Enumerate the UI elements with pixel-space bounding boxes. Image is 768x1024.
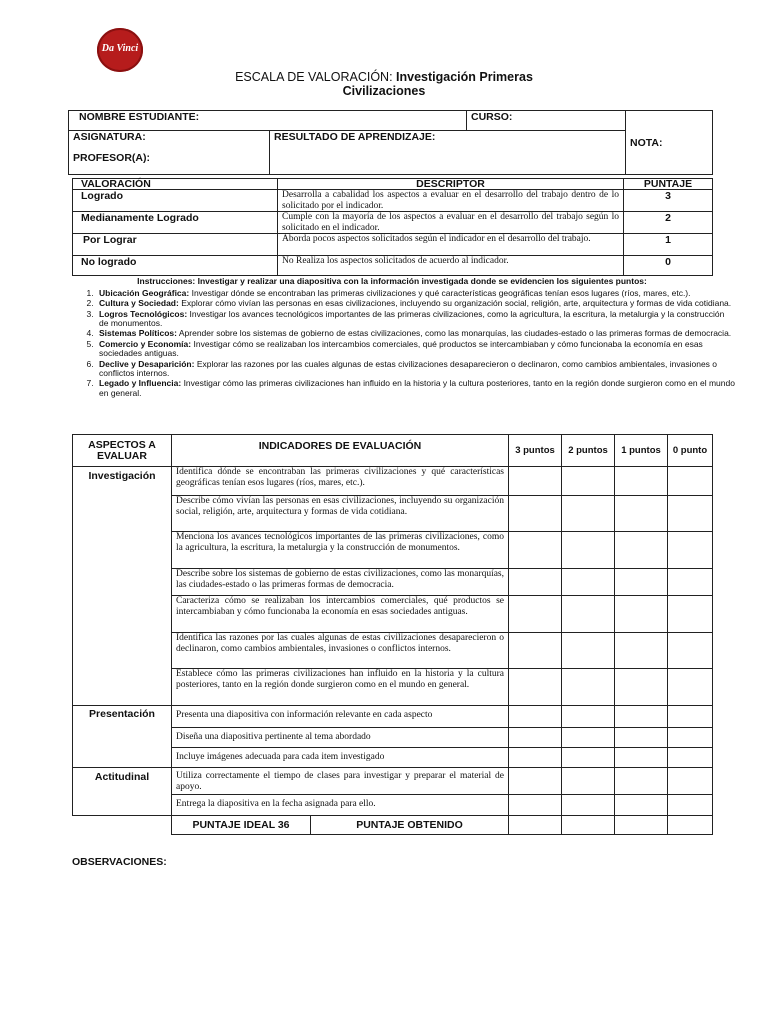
title-rest: Investigación Primeras: [396, 70, 533, 84]
score-cell[interactable]: [509, 795, 562, 816]
nota-label: NOTA:: [626, 111, 713, 175]
score-head-2: 2 puntos: [562, 435, 615, 467]
score-cell[interactable]: [562, 532, 615, 569]
score-cell[interactable]: [668, 795, 713, 816]
level-label: Logrado: [73, 190, 278, 212]
score-cell[interactable]: [562, 496, 615, 532]
score-cell[interactable]: [668, 596, 713, 633]
score-cell[interactable]: [562, 795, 615, 816]
indicator-text: Incluye imágenes adecuada para cada item investigado: [172, 748, 509, 768]
score-cell[interactable]: [668, 532, 713, 569]
score-cell[interactable]: [562, 728, 615, 748]
indicator-text: Presenta una diapositiva con información relevante en cada aspecto: [172, 706, 509, 728]
resultado-label: RESULTADO DE APRENDIZAJE:: [270, 131, 626, 175]
aspect-head: ASPECTOS A EVALUAR: [73, 435, 172, 467]
level-score: 2: [624, 212, 713, 234]
score-cell[interactable]: [509, 669, 562, 706]
indicator-text: Diseña una diapositiva pertinente al tema abordado: [172, 728, 509, 748]
level-descriptor: Aborda pocos aspectos solicitados según el indicador en el desarrollo del trabajo.: [278, 234, 624, 256]
level-label: Por Lograr: [73, 234, 278, 256]
point-text: Investigar cómo las primeras civilizaciones han influido en la historia y la cultura posteriores, tanto en la región donde surgieron como en el mundo en general.: [99, 378, 735, 398]
table-row: [73, 748, 713, 768]
indicator-text: Identifica las razones por las cuales algunas de estas civilizaciones desaparecieron o declinaron, como cambios ambientales, invasiones o conflictos internos.: [172, 633, 509, 669]
logo-text: Da Vinci: [101, 43, 139, 54]
aspect-investigacion: Investigación: [73, 467, 172, 496]
score-head-3: 3 puntos: [509, 435, 562, 467]
valoracion-row: [73, 256, 713, 276]
totals-row: [73, 816, 713, 835]
total-cell[interactable]: [562, 816, 615, 835]
score-cell[interactable]: [668, 633, 713, 669]
point-term: Cultura y Sociedad:: [99, 298, 179, 309]
asignatura-cell: [69, 131, 270, 175]
score-cell[interactable]: [668, 728, 713, 748]
instructions: Instrucciones: Investigar y realizar una diapositiva con la información investigada donde se evidencien los siguientes puntos:: [137, 276, 647, 286]
score-cell[interactable]: [615, 596, 668, 633]
point-text: Investigar cómo se realizaban los intercambios comerciales, qué productos se intercambiaban y cómo funcionaba la economía en esas sociedades antiguas.: [99, 338, 703, 359]
indicator-text: Establece cómo las primeras civilizaciones han influido en la historia y la cultura posteriores, tanto en la región donde surgieron como en el mundo en general.: [172, 669, 509, 706]
indicator-text: Identifica dónde se encontraban las primeras civilizaciones y qué características geográficas tenían esos lugares (ríos, mares, etc.).: [172, 467, 509, 496]
valoracion-head: VALORACIÓN: [73, 179, 278, 190]
point-term: Comercio y Economía:: [99, 338, 192, 349]
score-cell[interactable]: [562, 706, 615, 728]
score-cell[interactable]: [668, 569, 713, 596]
point-term: Logros Tecnológicos:: [99, 308, 188, 319]
table-row: [73, 496, 713, 532]
title-prefix: ESCALA DE VALORACIÓN:: [235, 70, 393, 84]
score-cell[interactable]: [562, 569, 615, 596]
table-row: [73, 633, 713, 669]
indicator-text: Utiliza correctamente el tiempo de clases para investigar y preparar el material de apoyo.: [172, 768, 509, 795]
table-row: [73, 532, 713, 569]
score-cell[interactable]: [615, 467, 668, 496]
level-descriptor: Cumple con la mayoría de los aspectos a evaluar en el desarrollo del trabajo según lo solicitado en el indicador.: [278, 212, 624, 234]
list-item: [96, 310, 736, 330]
point-text: Explorar cómo vivían las personas en esas civilizaciones, incluyendo su organización social, religión, arte, arquitectura y formas de vida cotidiana.: [181, 298, 732, 309]
curso-label: CURSO:: [467, 111, 626, 131]
puntaje-ideal: PUNTAJE IDEAL 36: [172, 816, 311, 835]
point-text: Aprender sobre los sistemas de gobierno de estas civilizaciones, como las monarquías, las ciudades-estado o las primeras formas de democracia.: [178, 328, 732, 339]
score-cell[interactable]: [615, 496, 668, 532]
score-cell[interactable]: [562, 768, 615, 795]
score-cell[interactable]: [668, 669, 713, 706]
score-cell[interactable]: [509, 532, 562, 569]
score-cell[interactable]: [509, 728, 562, 748]
score-cell[interactable]: [668, 706, 713, 728]
score-cell[interactable]: [509, 748, 562, 768]
level-score: 3: [624, 190, 713, 212]
total-cell[interactable]: [615, 816, 668, 835]
score-cell[interactable]: [562, 467, 615, 496]
score-cell[interactable]: [615, 795, 668, 816]
valoracion-row: [73, 234, 713, 256]
score-cell[interactable]: [615, 569, 668, 596]
score-cell[interactable]: [668, 467, 713, 496]
indicator-text: Menciona los avances tecnológicos importantes de las primeras civilizaciones, como la agricultura, la escritura, la metalurgia y la construcción de monumentos.: [172, 532, 509, 569]
indicator-text: Describe sobre los sistemas de gobierno de estas civilizaciones, como las monarquías, las ciudades-estado o las primeras formas de democracia.: [172, 569, 509, 596]
point-text: Explorar las razones por las cuales algunas de estas civilizaciones desaparecieron o declinaron, como cambios ambientales, invasiones o conflictos internos.: [99, 358, 718, 378]
score-cell[interactable]: [509, 569, 562, 596]
table-row: [73, 569, 713, 596]
student-info-table: [68, 110, 713, 175]
table-row: [73, 467, 713, 496]
point-term: Ubicación Geográfica:: [99, 288, 190, 298]
score-cell[interactable]: [562, 669, 615, 706]
score-cell[interactable]: [615, 748, 668, 768]
score-cell[interactable]: [562, 748, 615, 768]
score-head-1: 1 puntos: [615, 435, 668, 467]
point-term: Declive y Desaparición:: [99, 358, 195, 369]
score-cell[interactable]: [509, 768, 562, 795]
score-cell[interactable]: [562, 633, 615, 669]
score-cell[interactable]: [615, 669, 668, 706]
level-label: Medianamente Logrado: [73, 212, 278, 234]
page-title: [200, 70, 568, 98]
indicator-text: Caracteriza cómo se realizaban los intercambios comerciales, qué productos se intercambiaban y cómo funcionaba la economía en esas sociedades antiguas.: [172, 596, 509, 633]
aspect-presentacion: Presentación: [73, 706, 172, 728]
table-row: [73, 596, 713, 633]
descriptor-head: DESCRIPTOR: [278, 179, 624, 190]
table-row: [73, 728, 713, 748]
score-cell[interactable]: [615, 728, 668, 748]
score-cell[interactable]: [668, 748, 713, 768]
title-line2: Civilizaciones: [342, 84, 426, 98]
asignatura-label: ASIGNATURA:: [73, 131, 146, 143]
aspect-actitudinal: Actitudinal: [73, 768, 172, 795]
profesor-label: PROFESOR(A):: [73, 152, 150, 164]
table-row: [73, 795, 713, 816]
valoracion-header-row: [73, 179, 713, 190]
list-item: [96, 379, 736, 399]
score-cell[interactable]: [509, 496, 562, 532]
rubric-header-row: [73, 435, 713, 467]
indicator-text: Entrega la diapositiva en la fecha asignada para ello.: [172, 795, 509, 816]
table-row: [73, 768, 713, 795]
level-descriptor: Desarrolla a cabalidad los aspectos a evaluar en el desarrollo del trabajo dentro de lo solicitado por el indicador.: [278, 190, 624, 212]
score-cell[interactable]: [509, 596, 562, 633]
table-row: [73, 669, 713, 706]
rubric-table: [72, 434, 713, 835]
score-cell[interactable]: [509, 706, 562, 728]
puntaje-obtenido: PUNTAJE OBTENIDO: [311, 816, 509, 835]
point-text: Investigar los avances tecnológicos importantes de las primeras civilizaciones, como la agricultura, la escritura, la metalurgia y la construcción de monumentos.: [99, 308, 725, 329]
valoracion-row: [73, 212, 713, 234]
score-cell[interactable]: [615, 532, 668, 569]
level-score: 1: [624, 234, 713, 256]
table-row: [73, 706, 713, 728]
score-cell[interactable]: [562, 596, 615, 633]
level-descriptor: No Realiza los aspectos solicitados de acuerdo al indicador.: [278, 256, 624, 276]
school-logo: [97, 28, 143, 72]
indicator-text: Describe cómo vivían las personas en esas civilizaciones, incluyendo su organización social, religión, arte, arquitectura y formas de vida cotidiana.: [172, 496, 509, 532]
score-cell[interactable]: [668, 496, 713, 532]
score-cell[interactable]: [509, 633, 562, 669]
score-cell[interactable]: [668, 768, 713, 795]
valoracion-table: [72, 178, 713, 276]
point-term: Legado y Influencia:: [99, 378, 182, 389]
score-cell[interactable]: [509, 467, 562, 496]
score-cell[interactable]: [615, 768, 668, 795]
observaciones-label: OBSERVACIONES:: [72, 856, 167, 868]
score-cell[interactable]: [615, 706, 668, 728]
list-item: [96, 340, 736, 360]
total-cell[interactable]: [509, 816, 562, 835]
list-item: [96, 360, 736, 380]
total-cell[interactable]: [668, 816, 713, 835]
points-list: [82, 289, 736, 399]
score-cell[interactable]: [615, 633, 668, 669]
valoracion-row: [73, 190, 713, 212]
point-term: Sistemas Políticos:: [99, 328, 177, 339]
point-text: Investigar dónde se encontraban las primeras civilizaciones y qué características geográficas tenían esos lugares (ríos, mares, etc.).: [191, 288, 691, 298]
nombre-label: NOMBRE ESTUDIANTE:: [69, 111, 467, 131]
indicators-head: INDICADORES DE EVALUACIÓN: [172, 435, 509, 467]
level-label: No logrado: [73, 256, 278, 276]
level-score: 0: [624, 256, 713, 276]
puntaje-head: PUNTAJE: [624, 179, 713, 190]
score-head-0: 0 punto: [668, 435, 713, 467]
